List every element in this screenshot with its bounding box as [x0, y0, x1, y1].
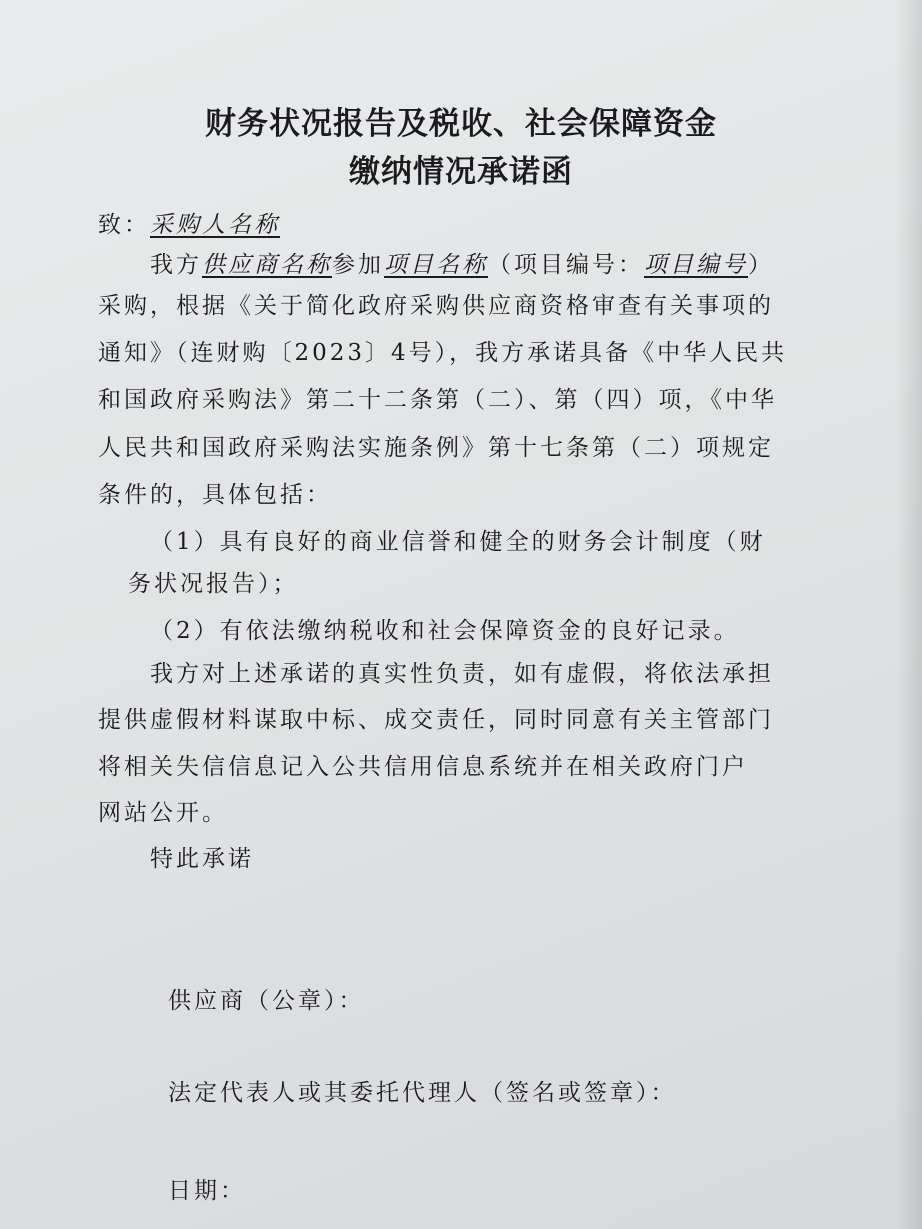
body-line-3: 通知》（连财购〔2023〕4号），我方承诺具备《中华人民共	[98, 340, 788, 366]
title-line-2: 缴纳情况承诺函	[349, 154, 573, 190]
text-participate: 参加	[332, 252, 384, 278]
liability-line-1: 我方对上述承诺的真实性负责，如有虚假，将依法承担	[150, 661, 774, 687]
commitment-item-2: （2）有依法缴纳税收和社会保障资金的良好记录。	[150, 618, 740, 644]
body-line-4: 和国政府采购法》第二十二条第（二）、第（四）项，《中华	[98, 387, 777, 413]
liability-line-2: 提供虚假材料谋取中标、成交责任，同时同意有关主管部门	[98, 707, 774, 733]
title-line-1: 财务状况报告及税收、社会保障资金	[205, 106, 717, 142]
body-line-5: 人民共和国政府采购法实施条例》第十七条第（二）项规定	[98, 435, 774, 461]
commitment-item-1-cont: 务状况报告）；	[128, 571, 299, 597]
commitment-item-1: （1）具有良好的商业信誉和健全的财务会计制度（财	[150, 529, 766, 555]
date-label: 日期：	[168, 1178, 246, 1204]
representative-signature-label: 法定代表人或其委托代理人（签名或签章）：	[168, 1080, 677, 1106]
text-project-no-label: （项目编号：	[488, 252, 644, 278]
recipient-name: 采购人名称	[150, 212, 280, 238]
project-number: 项目编号	[644, 252, 748, 278]
salutation	[98, 214, 280, 237]
body-line-6: 条件的，具体包括：	[98, 482, 332, 508]
supplier-name: 供应商名称	[202, 252, 332, 278]
text-close-paren: ）	[748, 252, 774, 278]
liability-line-3: 将相关失信信息记入公共信用信息系统并在相关政府门户	[98, 754, 748, 780]
closing-text: 特此承诺	[150, 846, 254, 872]
supplier-seal-label: 供应商（公章）：	[168, 988, 365, 1014]
salutation-prefix: 致：	[98, 212, 150, 238]
body-line-1	[150, 254, 774, 277]
text-we: 我方	[150, 252, 202, 278]
body-line-2: 采购，根据《关于简化政府采购供应商资格审查有关事项的	[98, 293, 774, 319]
project-name: 项目名称	[384, 252, 488, 278]
liability-line-4: 网站公开。	[98, 800, 228, 826]
